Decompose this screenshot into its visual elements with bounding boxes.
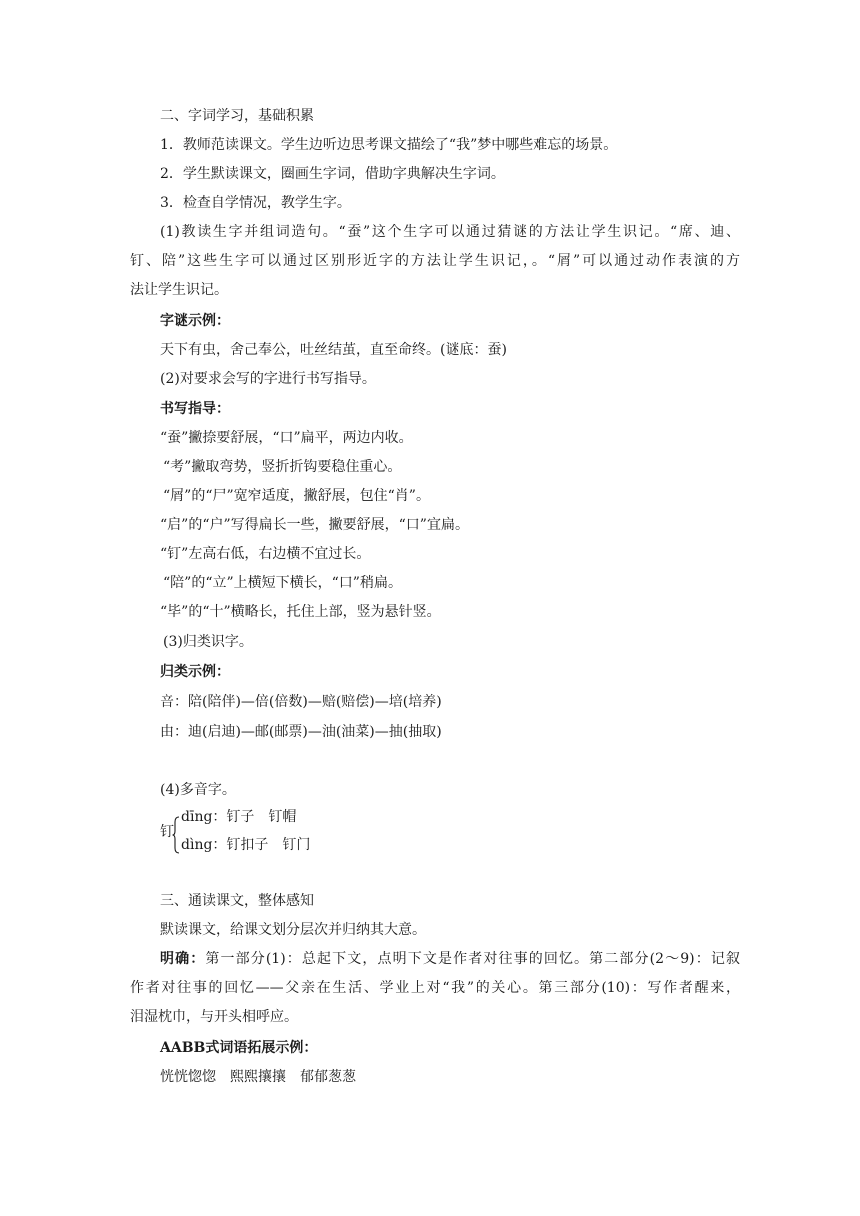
writing-guide-line: “启”的“户”写得扁长一些，撇要舒展，“口”宜扁。 xyxy=(160,517,469,533)
writing-guide-line: “钉”左高右低，右边横不宜过长。 xyxy=(160,546,371,562)
writing-guide-line: “毕”的“十”横略长，托住上部，竖为悬针竖。 xyxy=(160,604,441,620)
paragraph-1-line-2: 钉、陪”这些生字可以通过区别形近字的方法让学生识记，。“屑”可以通过动作表演的方 xyxy=(130,253,740,269)
paragraph-1-line-1: (1)教读生字并组词造句。“蚕”这个生字可以通过猜谜的方法让学生识记。“席、迪、 xyxy=(160,224,740,240)
writing-guide-label: 书写指导： xyxy=(160,401,230,417)
paragraph-1-line-3: 法让学生识记。 xyxy=(130,282,228,298)
aabb-label: AABB式词语拓展示例： xyxy=(160,1040,318,1056)
step-1: 1．教师范读课文。学生边听边思考课文描绘了“我”梦中哪些难忘的场景。 xyxy=(160,137,618,153)
writing-guide-line: “蚕”撇捺要舒展，“口”扁平，两边内收。 xyxy=(160,430,413,446)
writing-guide-line: “屑”的“尸”宽窄适度，撇舒展，包住“肖”。 xyxy=(163,488,430,504)
writing-guide-line: “陪”的“立”上横短下横长，“口”稍扁。 xyxy=(163,575,402,591)
classify-line: 咅：陪(陪伴)—倍(倍数)—赔(赔偿)—培(培养) xyxy=(160,694,442,710)
polyphone-reading-1: dīng：钉子 钉帽 xyxy=(181,809,297,825)
polyphone-reading-2: dìng：钉扣子 钉门 xyxy=(181,837,311,853)
aabb-words: 恍恍惚惚 熙熙攘攘 郁郁葱葱 xyxy=(160,1069,356,1085)
section-3-heading: 三、通读课文，整体感知 xyxy=(160,893,314,909)
clarify-line-2: 作者对往事的回忆——父亲在生活、学业上对“我”的关心。第三部分(10)：写作者醒来， xyxy=(130,980,740,996)
section-2-heading: 二、字词学习，基础积累 xyxy=(160,108,314,124)
clarify-label: 明确： xyxy=(160,951,206,967)
polyphone-char: 钉 xyxy=(160,824,174,840)
step-3: 3．检查自学情况，教学生字。 xyxy=(160,195,351,211)
clarify-text: 第一部分(1)：总起下文，点明下文是作者对往事的回忆。第二部分(2～9)：记叙 xyxy=(205,951,740,967)
step-2: 2．学生默读课文，圈画生字词，借助字典解决生字词。 xyxy=(160,166,505,182)
section-3-instruction: 默读课文，给课文划分层次并归纳其大意。 xyxy=(160,922,426,938)
riddle-text: 天下有虫，舍己奉公，吐丝结茧，直至命终。(谜底：蚕) xyxy=(160,342,507,358)
writing-guide-line: “考”撇取弯势，竖折折钩要稳住重心。 xyxy=(163,459,402,475)
paragraph-3: (3)归类识字。 xyxy=(163,634,253,650)
classify-label: 归类示例： xyxy=(160,664,230,680)
paragraph-2: (2)对要求会写的字进行书写指导。 xyxy=(160,371,376,387)
classify-line: 由：迪(启迪)—邮(邮票)—油(油菜)—抽(抽取) xyxy=(160,724,442,740)
clarify-line-1 xyxy=(160,950,740,968)
riddle-label: 字谜示例： xyxy=(160,313,230,329)
paragraph-4: (4)多音字。 xyxy=(160,782,236,798)
clarify-line-3: 泪湿枕巾，与开头相呼应。 xyxy=(130,1009,298,1025)
left-brace-icon xyxy=(172,816,180,854)
